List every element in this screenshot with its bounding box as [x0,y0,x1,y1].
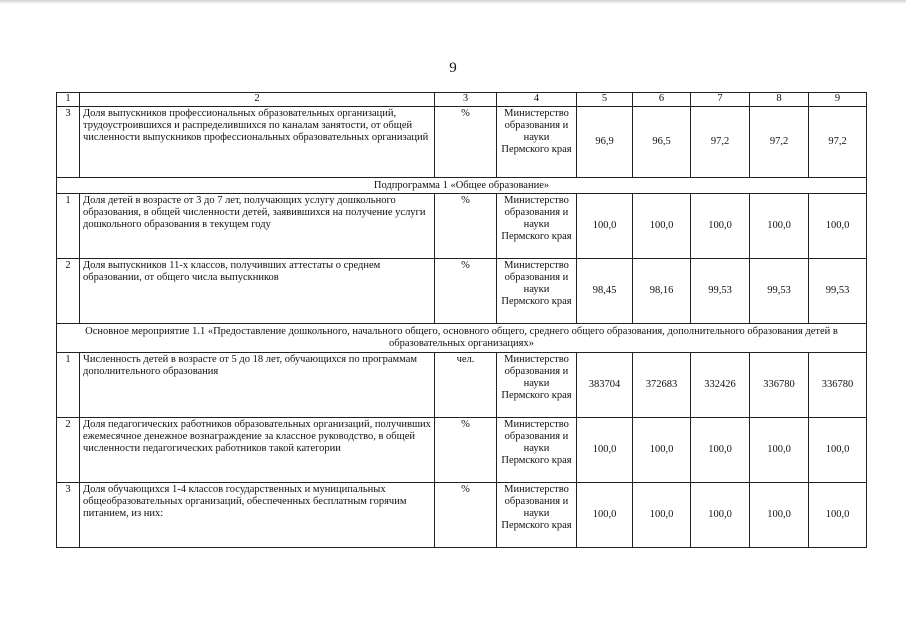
unit: % [435,418,497,483]
indicator-name: Доля педагогических работников образовательных организаций, получивших ежемесячное денежное вознаграждение за классное руководство, в общей численности педагогических работников такой категории [80,418,435,483]
value-cell: 332426 [691,353,750,418]
unit: % [435,194,497,259]
subprogram-heading: Подпрограмма 1 «Общее образование» [57,178,867,194]
indicators-table [56,92,867,548]
table-row [57,194,867,259]
value-cell: 100,0 [750,194,809,259]
value-cell: 100,0 [577,483,633,548]
value-cell: 100,0 [750,418,809,483]
page-top-edge [0,0,906,4]
row-number: 1 [57,194,80,259]
page-number: 9 [449,60,457,76]
responsible: Министерство образования и науки Пермского края [497,107,577,178]
value-cell: 96,9 [577,107,633,178]
value-cell: 100,0 [809,483,867,548]
value-cell: 383704 [577,353,633,418]
value-cell: 100,0 [633,483,691,548]
indicator-name: Доля обучающихся 1-4 классов государственных и муниципальных общеобразовательных организаций, обеспеченных бесплатным горячим питанием, из них: [80,483,435,548]
col-header: 3 [435,93,497,107]
unit: чел. [435,353,497,418]
table-row [57,483,867,548]
col-header: 5 [577,93,633,107]
indicator-name: Доля выпускников 11-х классов, получивших аттестаты о среднем образовании, от общего числа выпускников [80,259,435,324]
value-cell: 100,0 [809,194,867,259]
value-cell: 336780 [809,353,867,418]
table-row [57,353,867,418]
col-header: 7 [691,93,750,107]
value-cell: 99,53 [750,259,809,324]
responsible: Министерство образования и науки Пермского края [497,194,577,259]
value-cell: 97,2 [750,107,809,178]
unit: % [435,107,497,178]
value-cell: 97,2 [809,107,867,178]
value-cell: 100,0 [577,194,633,259]
value-cell: 100,0 [809,418,867,483]
unit: % [435,483,497,548]
value-cell: 100,0 [750,483,809,548]
col-header: 1 [57,93,80,107]
column-numbers-row [57,93,867,107]
unit: % [435,259,497,324]
section-row [57,178,867,194]
row-number: 1 [57,353,80,418]
col-header: 2 [80,93,435,107]
row-number: 2 [57,418,80,483]
value-cell: 100,0 [633,194,691,259]
table-row [57,107,867,178]
value-cell: 100,0 [577,418,633,483]
row-number: 3 [57,107,80,178]
responsible: Министерство образования и науки Пермского края [497,353,577,418]
col-header: 9 [809,93,867,107]
responsible: Министерство образования и науки Пермского края [497,418,577,483]
value-cell: 98,45 [577,259,633,324]
table-row [57,259,867,324]
value-cell: 100,0 [691,418,750,483]
indicator-name: Доля детей в возрасте от 3 до 7 лет, получающих услугу дошкольного образования, в общей численности детей, заявившихся на получение услуги дошкольного образования в текущем году [80,194,435,259]
col-header: 6 [633,93,691,107]
value-cell: 336780 [750,353,809,418]
value-cell: 97,2 [691,107,750,178]
indicator-name: Доля выпускников профессиональных образовательных организаций, трудоустроившихся и распределившихся по каналам занятости, от общей численности выпускников профессиональных образовательных организаций [80,107,435,178]
value-cell: 100,0 [633,418,691,483]
indicator-name: Численность детей в возрасте от 5 до 18 лет, обучающихся по программам дополнительного образования [80,353,435,418]
col-header: 4 [497,93,577,107]
value-cell: 98,16 [633,259,691,324]
value-cell: 99,53 [809,259,867,324]
table-row [57,418,867,483]
value-cell: 100,0 [691,483,750,548]
value-cell: 96,5 [633,107,691,178]
row-number: 2 [57,259,80,324]
value-cell: 99,53 [691,259,750,324]
value-cell: 100,0 [691,194,750,259]
value-cell: 372683 [633,353,691,418]
col-header: 8 [750,93,809,107]
responsible: Министерство образования и науки Пермского края [497,259,577,324]
row-number: 3 [57,483,80,548]
section-row [57,324,867,353]
responsible: Министерство образования и науки Пермского края [497,483,577,548]
activity-heading: Основное мероприятие 1.1 «Предоставление дошкольного, начального общего, основного общего, среднего общего образования, дополнительного образования детей в образовательных организациях» [57,324,867,353]
